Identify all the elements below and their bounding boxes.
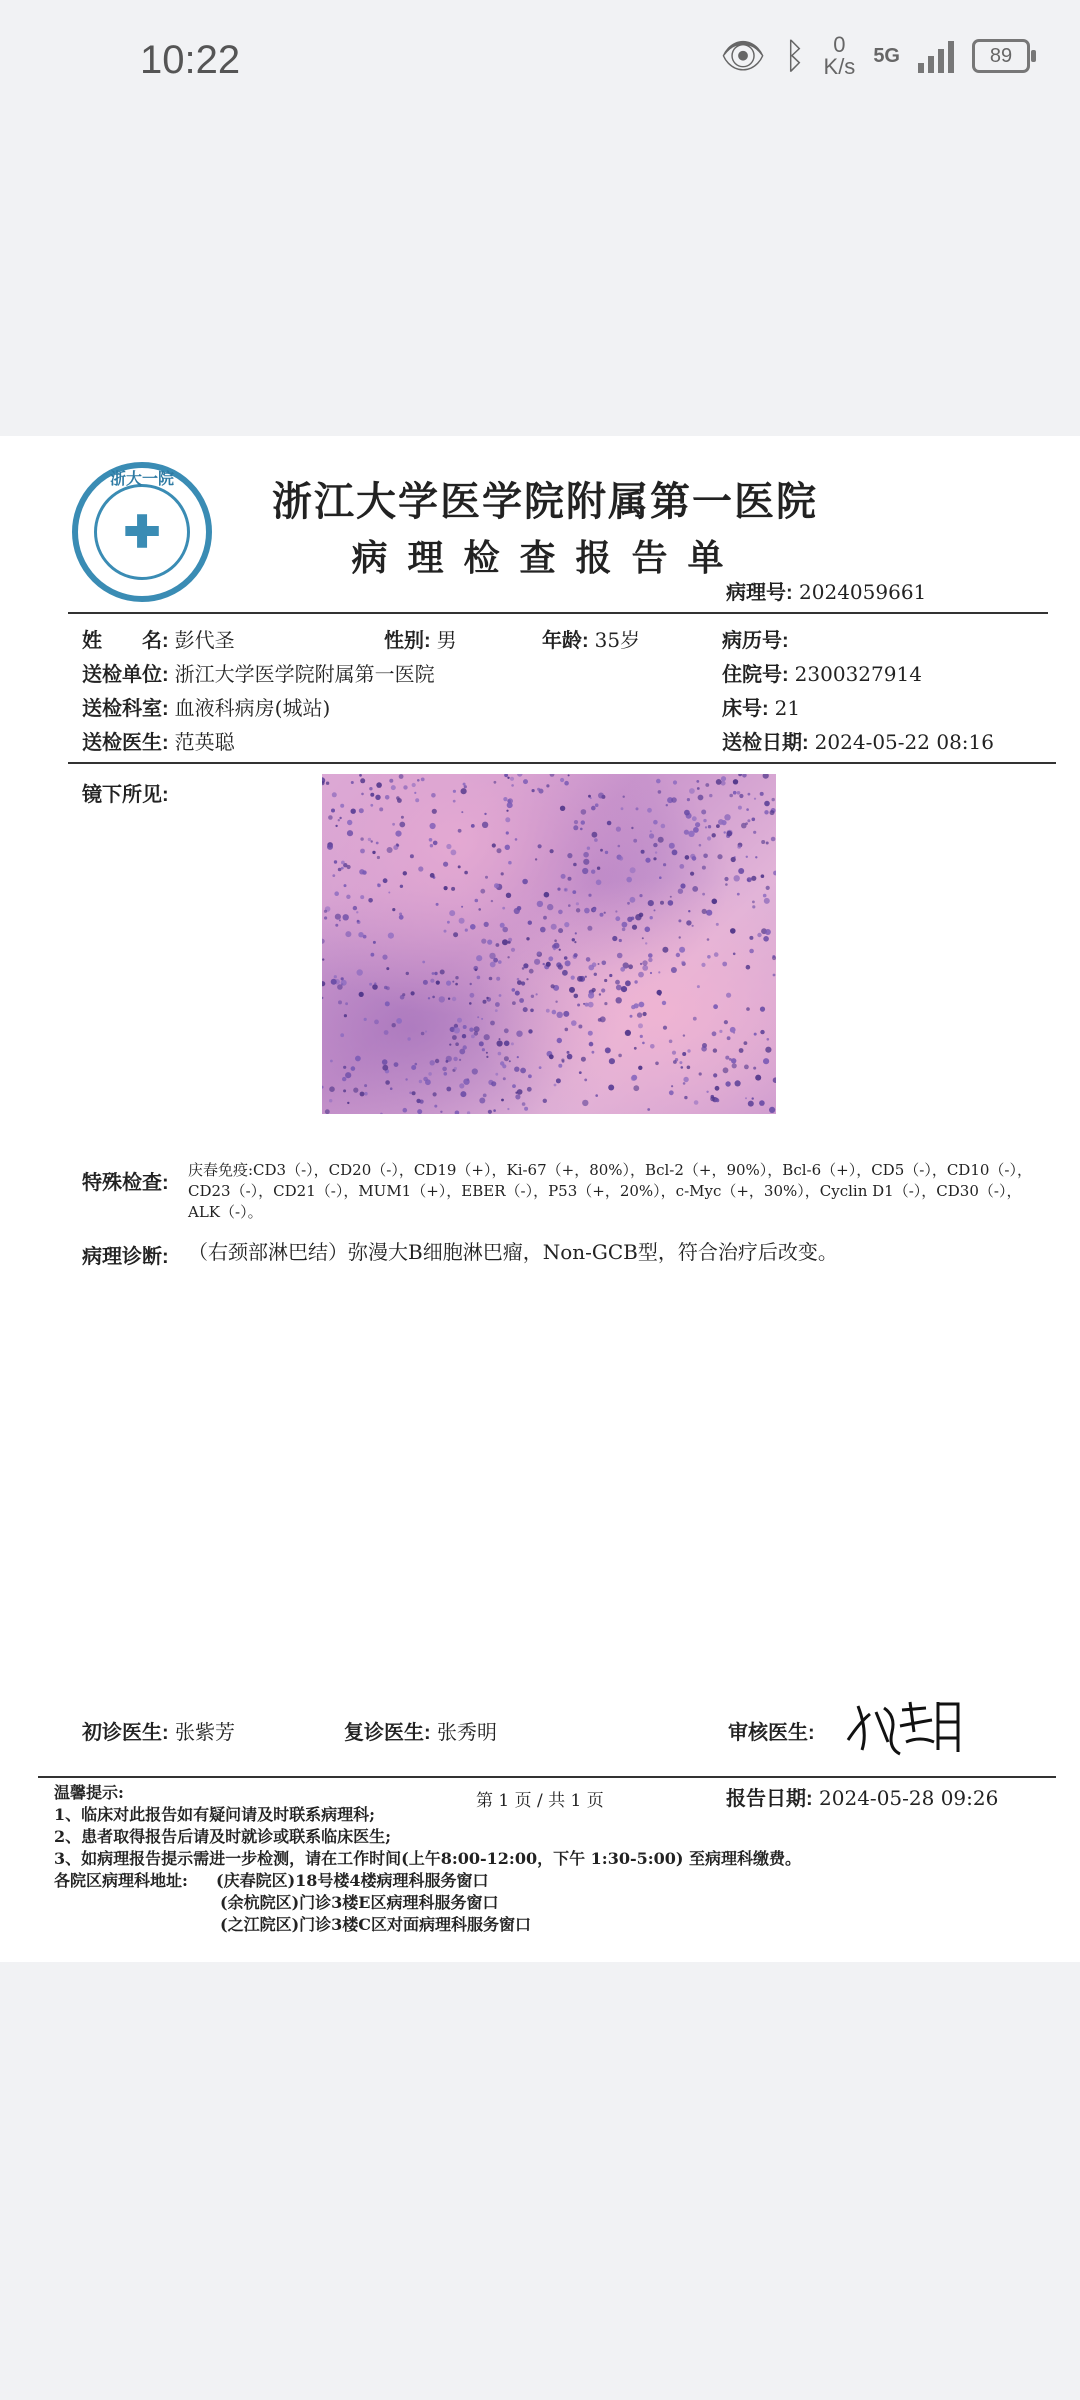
diagnosis-text: （右颈部淋巴结）弥漫大B细胞淋巴瘤，Non-GCB型，符合治疗后改变。 [188, 1240, 838, 1264]
network-speed [824, 34, 856, 78]
signal-icon [918, 39, 954, 73]
record-number: 病历号: [722, 630, 789, 652]
address-1: (庆春院区)18号楼4楼病理科服务窗口 [216, 1871, 489, 1890]
status-icons [720, 34, 1030, 78]
patient-name: 姓 名: 彭代圣 [82, 628, 235, 652]
divider [68, 612, 1048, 614]
address-label: 各院区病理科地址: [54, 1871, 188, 1890]
divider [38, 1776, 1056, 1778]
address-2: (余杭院区)门诊3楼E区病理科服务窗口 [220, 1893, 499, 1912]
battery-level: 89 [989, 44, 1013, 67]
bed-number: 床号: 21 [722, 696, 801, 720]
page-indicator: 第 1 页 / 共 1 页 [476, 1791, 604, 1811]
sending-doctor: 送检医生: 范英聪 [82, 730, 235, 754]
hospital-logo: ✚ 浙大一院 [72, 462, 212, 602]
logo-text: 浙大一院 [109, 469, 174, 488]
patient-age: 年龄: 35岁 [542, 628, 641, 652]
inpatient-number: 住院号: 2300327914 [722, 662, 922, 686]
notice-2: 2、患者取得报告后请及时就诊或联系临床医生; [54, 1827, 392, 1846]
histology-cells [322, 774, 776, 1114]
diagnosis-label: 病理诊断: [82, 1246, 169, 1268]
sending-unit: 送检单位: 浙江大学医学院附属第一医院 [82, 662, 435, 686]
bluetooth-icon: ᛒ [783, 35, 806, 76]
histology-image [322, 774, 776, 1114]
speed-value: 0 [833, 32, 846, 57]
report-title: 病理检查报告单 [351, 537, 744, 579]
divider [68, 762, 1056, 764]
network-type: 5G [873, 44, 900, 67]
first-doctor: 初诊医生: 张紫芳 [82, 1720, 236, 1744]
notice-title: 温馨提示: [54, 1783, 124, 1802]
sending-dept: 送检科室: 血液科病房(城站) [82, 696, 331, 720]
special-exam-label: 特殊检查: [82, 1172, 169, 1194]
review-doctor: 复诊医生: 张秀明 [344, 1720, 498, 1744]
report-date: 报告日期: 2024-05-28 09:26 [726, 1786, 999, 1810]
special-exam-text: 庆春免疫:CD3（-），CD20（-），CD19（+），Ki-67（+，80%），Bcl-2（+，90%），Bcl-6（+），CD5（-），CD10（-），CD23（-），CD21（-），MUM1（+），EBER（-），P53（+，20%），c-Myc（+，30%），Cyclin D1（-），CD30（-），ALK（-）。 [188, 1161, 1032, 1221]
pathology-number: 病理号: 2024059661 [726, 580, 927, 604]
sending-date: 送检日期: 2024-05-22 08:16 [722, 730, 994, 754]
audit-doctor: 审核医生: [728, 1722, 815, 1744]
notice-3: 3、如病理报告提示需进一步检测，请在工作时间(上午8:00-12:00，下午 1:30-5:00) 至病理科缴费。 [54, 1849, 802, 1868]
patient-sex: 性别: 男 [384, 628, 457, 652]
battery-icon [972, 39, 1030, 73]
status-time: 10:22 [140, 38, 241, 82]
audit-signature [840, 1692, 970, 1762]
hospital-name: 浙江大学医学院附属第一医院 [272, 478, 818, 525]
speed-unit: K/s [823, 54, 856, 79]
status-bar [0, 0, 1080, 130]
eye-icon: 👁 [720, 35, 766, 76]
address-3: (之江院区)门诊3楼C区对面病理科服务窗口 [220, 1915, 532, 1934]
micro-label: 镜下所见: [82, 784, 169, 806]
notice-1: 1、临床对此报告如有疑问请及时联系病理科; [54, 1805, 376, 1824]
